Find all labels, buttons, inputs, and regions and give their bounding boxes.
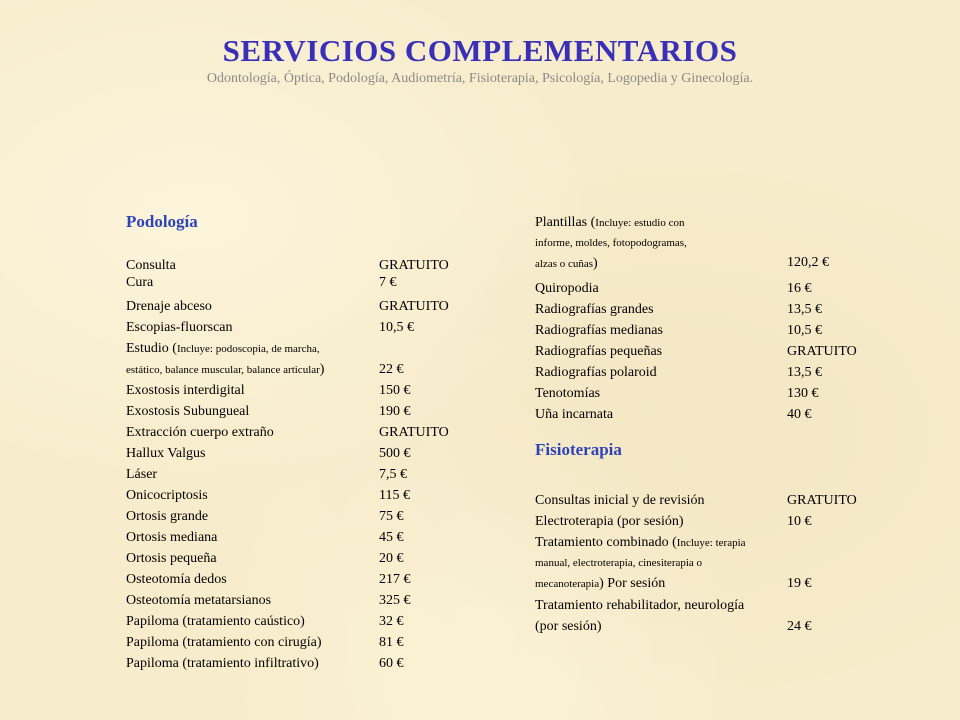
page-subtitle: Odontología, Óptica, Podología, Audiometría, Fisioterapia, Psicología, Logopedia y Ginecología. (206, 71, 754, 86)
service-name: Láser (126, 467, 158, 482)
price-row (535, 341, 895, 362)
price-row (126, 590, 486, 611)
service-name: Papiloma (tratamiento infiltrativo) (126, 656, 319, 671)
service-name: Extracción cuerpo extraño (126, 425, 274, 440)
service-name: Papiloma (tratamiento caústico) (126, 614, 305, 629)
service-note: Incluye: terapia (676, 537, 746, 549)
price-row (126, 274, 486, 296)
service-name: Escopias-fluorscan (126, 320, 233, 335)
service-note: alzas o cuñas (535, 258, 594, 270)
price-row (535, 362, 895, 383)
service-price: GRATUITO (379, 425, 449, 440)
service-price: 40 € (787, 407, 812, 422)
service-price: 22 € (379, 362, 404, 377)
service-name: Ortosis pequeña (126, 551, 217, 566)
service-name: Tratamiento rehabilitador, neurología (535, 598, 745, 613)
service-price: 81 € (379, 635, 404, 650)
price-row (126, 632, 486, 653)
fisioterapia-price-list (535, 490, 895, 637)
service-note: estático, balance muscular, balance articular (126, 364, 320, 376)
service-name: Consulta (126, 258, 176, 273)
service-price: 115 € (379, 488, 410, 503)
service-price: 16 € (787, 281, 812, 296)
service-price: 500 € (379, 446, 411, 461)
service-name-end: ) (593, 256, 598, 271)
price-row (126, 569, 486, 590)
right-column (535, 212, 895, 637)
service-price: 190 € (379, 404, 411, 419)
service-name: Exostosis interdigital (126, 383, 245, 398)
service-price: 10 € (787, 514, 812, 529)
price-row (535, 299, 895, 320)
service-name: Onicocriptosis (126, 488, 208, 503)
service-price: 13,5 € (787, 365, 822, 380)
service-name: Consultas inicial y de revisión (535, 493, 705, 508)
service-price: 120,2 € (787, 255, 829, 270)
price-row (126, 443, 486, 464)
service-price: 19 € (787, 576, 812, 591)
service-name: Radiografías grandes (535, 302, 654, 317)
price-row (126, 422, 486, 443)
price-row (535, 511, 895, 532)
service-note: manual, electroterapia, cinesiterapia o (535, 557, 703, 569)
podologia-price-list (126, 257, 486, 674)
service-name-end: ) (319, 362, 325, 377)
price-row-rehabilitador (535, 595, 895, 637)
price-row (126, 485, 486, 506)
service-note: Incluye: estudio con (595, 217, 685, 229)
service-price: GRATUITO (379, 299, 449, 314)
service-price: 7 € (379, 275, 397, 290)
service-name: Ortosis mediana (126, 530, 218, 545)
price-row (126, 317, 486, 338)
price-row (126, 611, 486, 632)
service-name: Cura (126, 275, 154, 290)
service-price: GRATUITO (787, 493, 857, 508)
page-title: SERVICIOS COMPLEMENTARIOS (222, 33, 738, 68)
price-row (126, 527, 486, 548)
service-name: Electroterapia (por sesión) (535, 514, 684, 529)
price-row (126, 380, 486, 401)
service-name: Tratamiento combinado ( (535, 535, 677, 550)
price-row (126, 653, 486, 674)
price-row (535, 383, 895, 404)
price-row (535, 278, 895, 299)
service-name: Radiografías medianas (535, 323, 663, 338)
price-row (126, 506, 486, 527)
service-note: Incluye: podoscopia, de marcha, (176, 343, 320, 355)
podologia-price-list-continued (535, 278, 895, 425)
service-name: (por sesión) (535, 619, 602, 634)
service-price: GRATUITO (379, 258, 449, 273)
service-name: Estudio ( (126, 341, 177, 356)
service-price: 24 € (787, 619, 812, 634)
podologia-column (126, 212, 486, 674)
service-name-end: ) Por sesión (599, 576, 666, 591)
service-name: Tenotomías (535, 386, 601, 401)
price-row (126, 257, 486, 274)
service-note: informe, moldes, fotopodogramas, (535, 237, 687, 249)
service-price: 7,5 € (379, 467, 407, 482)
service-price: 325 € (379, 593, 411, 608)
service-name: Papiloma (tratamiento con cirugía) (126, 635, 322, 650)
service-price: 10,5 € (787, 323, 822, 338)
service-price: 45 € (379, 530, 404, 545)
service-name: Ortosis grande (126, 509, 209, 524)
service-name: Radiografías pequeñas (535, 344, 663, 359)
service-price: 13,5 € (787, 302, 822, 317)
service-note: mecanoterapia (535, 578, 600, 590)
price-row (535, 320, 895, 341)
price-row-combinado (535, 532, 895, 595)
service-name: Plantillas ( (535, 215, 596, 230)
price-row-plantillas (535, 212, 895, 276)
service-price: 75 € (379, 509, 404, 524)
service-price: 60 € (379, 656, 404, 671)
service-name: Quiropodia (535, 281, 599, 296)
service-name: Hallux Valgus (126, 446, 206, 461)
price-row (535, 404, 895, 425)
service-name: Osteotomía metatarsianos (126, 593, 272, 608)
service-name: Drenaje abceso (126, 299, 212, 314)
price-row (535, 490, 895, 511)
price-row (126, 464, 486, 485)
service-name: Uña incarnata (535, 407, 614, 422)
price-row-estudio (126, 338, 486, 380)
service-price: 20 € (379, 551, 404, 566)
price-row (126, 401, 486, 422)
service-price: 10,5 € (379, 320, 414, 335)
section-title-podologia: Podología (126, 212, 198, 231)
section-title-fisioterapia: Fisioterapia (535, 440, 622, 459)
service-name: Osteotomía dedos (126, 572, 227, 587)
service-name: Exostosis Subungueal (126, 404, 250, 419)
service-name: Radiografías polaroid (535, 365, 657, 380)
service-price: 130 € (787, 386, 819, 401)
price-row (126, 548, 486, 569)
service-price: 32 € (379, 614, 404, 629)
price-row (126, 296, 486, 317)
service-price: 150 € (379, 383, 411, 398)
service-price: GRATUITO (787, 344, 857, 359)
service-price: 217 € (379, 572, 411, 587)
